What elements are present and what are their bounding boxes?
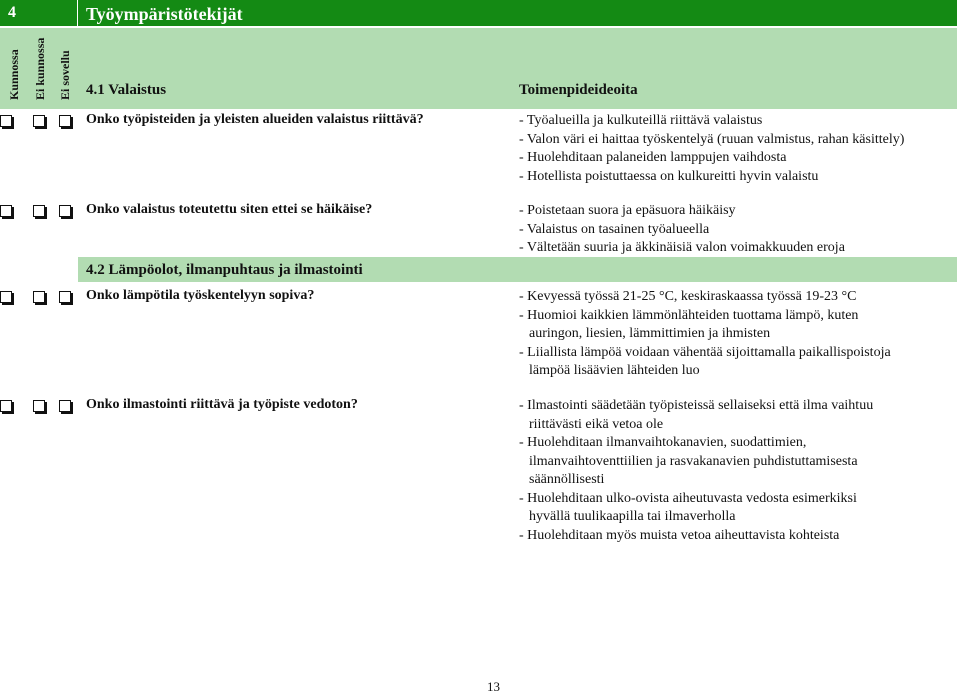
idea-line: - Valaistus on tasainen työalueella (519, 221, 710, 237)
list-item (0, 202, 960, 262)
idea-line: hyvällä tuulikaapilla tai ilmaverholla (529, 509, 736, 524)
idea-line: - Liiallista lämpöä voidaan vähentää sijoittamalla paikallispoistoja (519, 344, 891, 360)
idea-line: - Huolehditaan ulko-ovista aiheutuvasta vedosta esimerkiksi (519, 490, 857, 506)
checkbox-not-applicable[interactable] (59, 205, 71, 217)
ideas-list (519, 112, 904, 186)
idea-line: - Huolehditaan ilmanvaihtokanavien, suodattimien, (519, 435, 807, 450)
idea-line: - Valon väri ei haittaa työskentelyä (ruuan valmistus, rahan käsittely) (519, 131, 905, 147)
list-item (0, 288, 960, 383)
idea-line: - Kevyessä työssä 21-25 °C, keskiraskaassa työssä 19-23 °C (519, 289, 857, 304)
idea-line: ilmanvaihtoventtiilien ja rasvakanavien puhdistuttamisesta (529, 453, 858, 469)
question-text: Onko valaistus toteutettu siten ettei se häikäise? (86, 202, 373, 217)
list-item (0, 397, 960, 547)
section-number: 4 (8, 4, 16, 21)
idea-line: - Huolehditaan palaneiden lamppujen vaihdosta (519, 150, 787, 165)
section-title: Työympäristötekijät (86, 4, 243, 24)
checkbox-not-done[interactable] (33, 400, 45, 412)
col-header-not-done: Ei kunnossa (33, 37, 47, 100)
section-number-cell (0, 0, 77, 26)
ideas-header: Toimenpideideoita (519, 82, 638, 98)
ideas-list (519, 288, 891, 381)
col-header-not-applicable: Ei sovellu (58, 50, 72, 100)
subsection-title-climate: 4.2 Lämpöolot, ilmanpuhtaus ja ilmastointi (86, 262, 363, 278)
checkbox-not-done[interactable] (33, 115, 45, 127)
col-header-done: Kunnossa (7, 49, 21, 100)
idea-line: - Huolehditaan myös muista vetoa aiheuttavista kohteista (519, 527, 840, 543)
ideas-list (519, 397, 873, 545)
subsection-title-lighting: 4.1 Valaistus (86, 82, 167, 98)
idea-line: - Työalueilla ja kulkuteillä riittävä valaistus (519, 113, 763, 128)
idea-line: riittävästi eikä vetoa ole (529, 416, 664, 432)
checkbox-done[interactable] (0, 291, 12, 303)
idea-line: auringon, liesien, lämmittimien ja ihmisten (529, 326, 771, 341)
page-number: 13 (487, 679, 500, 694)
ideas-list (519, 202, 845, 258)
checkbox-done[interactable] (0, 115, 12, 127)
checkbox-not-applicable[interactable] (59, 115, 71, 127)
idea-line: - Hotellista poistuttaessa on kulkureitti hyvin valaistu (519, 168, 819, 184)
idea-line: - Vältetään suuria ja äkkinäisiä valon voimakkuuden eroja (519, 240, 845, 255)
idea-line: säännöllisesti (529, 472, 605, 487)
checkbox-not-done[interactable] (33, 205, 45, 217)
idea-line: lämpöä lisäävien lähteiden luo (529, 363, 700, 378)
idea-line: - Ilmastointi säädetään työpisteissä sellaiseksi että ilma vaihtuu (519, 398, 874, 413)
idea-line: - Huomioi kaikkien lämmönlähteiden tuottama lämpö, kuten (519, 307, 859, 323)
question-text: Onko työpisteiden ja yleisten alueiden valaistus riittävä? (86, 112, 424, 127)
checkbox-not-applicable[interactable] (59, 291, 71, 303)
checkbox-done[interactable] (0, 205, 12, 217)
idea-line: - Poistetaan suora ja epäsuora häikäisy (519, 203, 736, 218)
list-item (0, 112, 960, 192)
question-text: Onko ilmastointi riittävä ja työpiste vedoton? (86, 397, 358, 412)
question-text: Onko lämpötila työskentelyyn sopiva? (86, 288, 315, 303)
checkbox-done[interactable] (0, 400, 12, 412)
section-title-cell (78, 0, 957, 26)
checkbox-not-done[interactable] (33, 291, 45, 303)
checkbox-not-applicable[interactable] (59, 400, 71, 412)
